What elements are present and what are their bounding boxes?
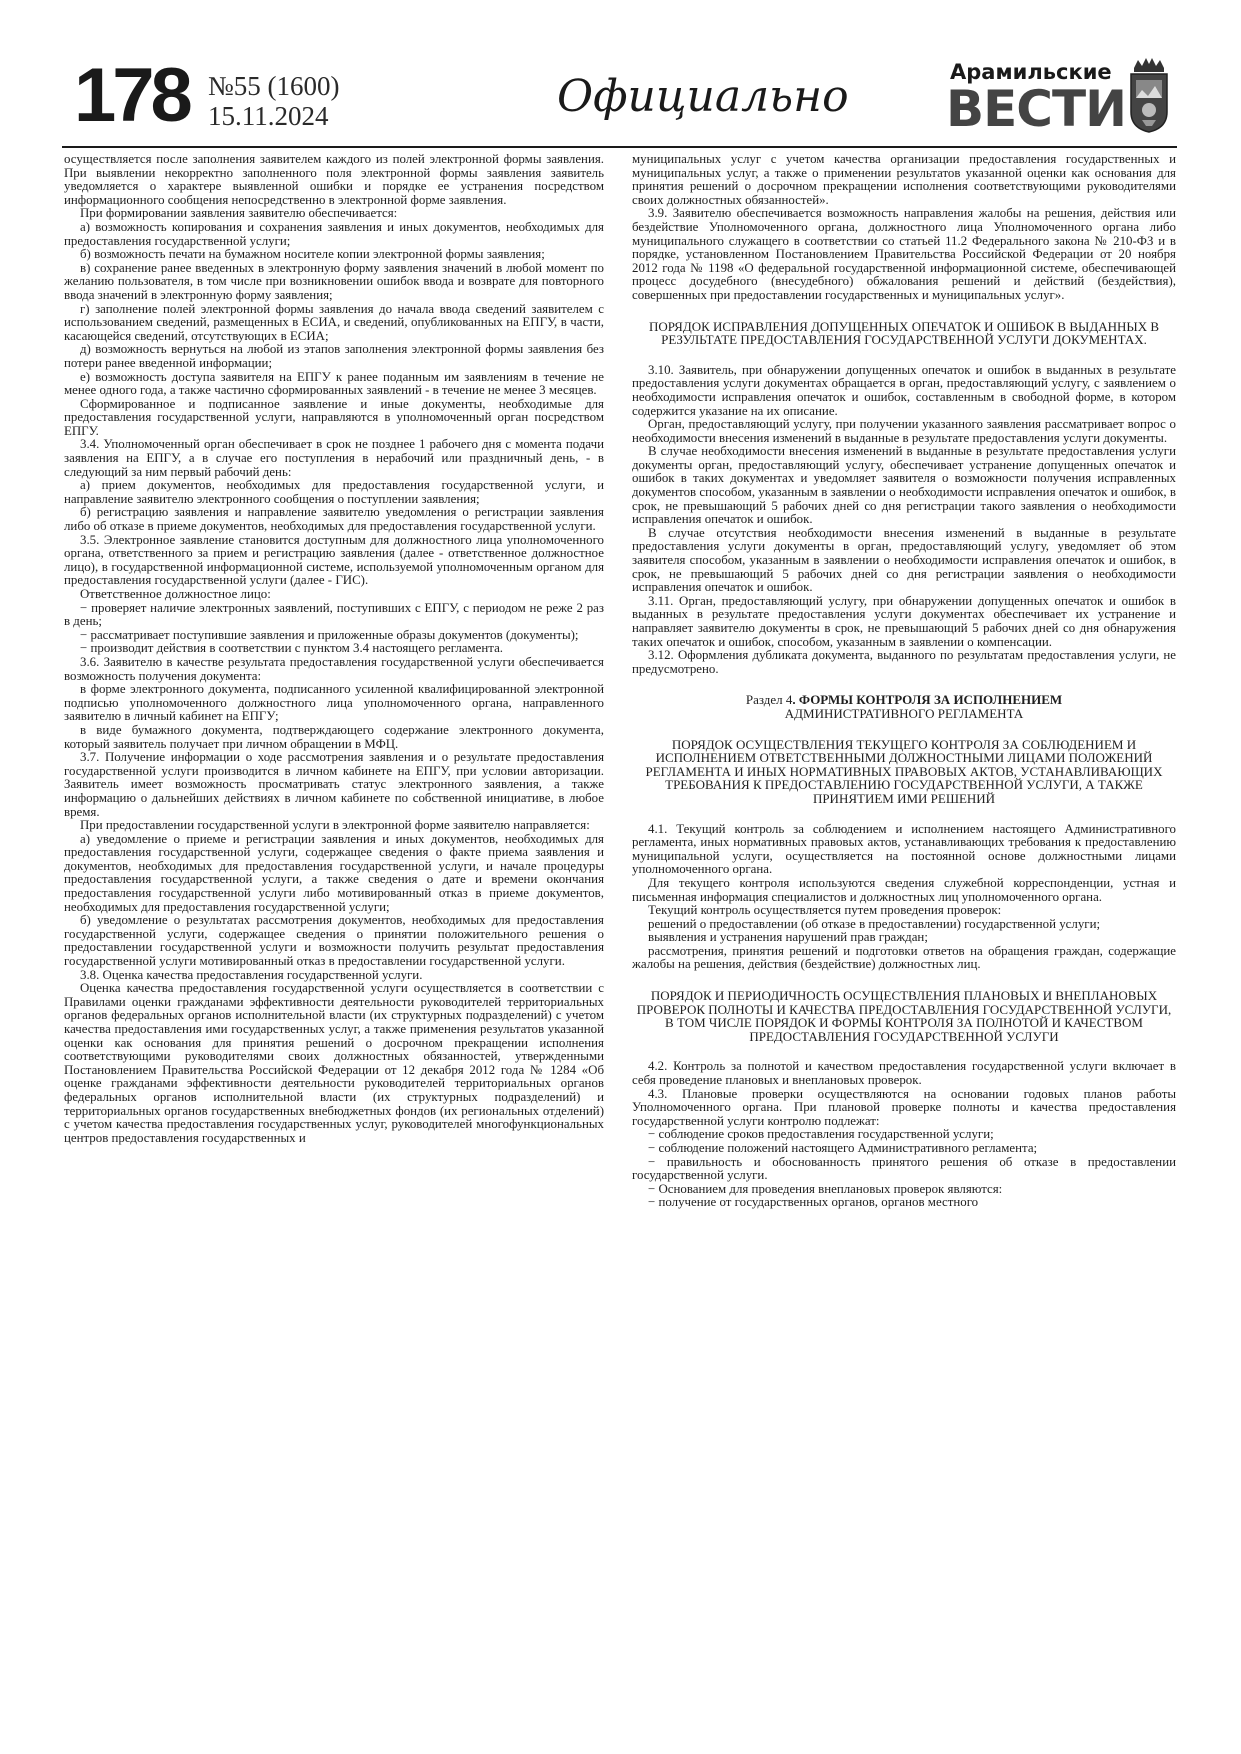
- list-item: − соблюдение положений настоящего Административного регламента;: [648, 1141, 1038, 1155]
- paragraph: муниципальных услуг с учетом качества организации предоставления государственных и муниципальных услуг, а также о применении результатов указанной оценки как основания для принятия решений о досрочном прекращении исполнения соответствующими руководителями своих должностных обязанностей».: [632, 152, 1176, 207]
- list-item: а) прием документов, необходимых для предоставления государственной услуги, и направление заявителю электронного сообщения о поступлении заявления;: [64, 478, 604, 506]
- list-item: − рассматривает поступившие заявления и приложенные образы документов (документы);: [80, 627, 579, 642]
- paragraph: Текущий контроль осуществляется путем проведения проверок:: [648, 903, 1002, 918]
- list-item: б) возможность печати на бумажном носителе копии электронной формы заявления;: [80, 247, 545, 262]
- section-prefix: Раздел 4: [745, 692, 793, 708]
- list-item: − правильность и обоснованность принятого решения об отказе в предоставлении государственной услуги.: [632, 1154, 1176, 1183]
- section-title-line2: АДМИНИСТРАТИВНОГО РЕГЛАМЕНТА: [784, 705, 1024, 721]
- paragraph: Оценка качества предоставления государственной услуги осуществляется в соответствии с Правилами оценки гражданами эффективности деятельности руководителей территориальных органов федеральных органов исполнительной власти (их структурных подразделений) с учетом качества предоставления ими государственных услуг, а также применения результатов указанной оценки как основания для принятия решений о досрочном прекращении исполнения соответствующими руководителями своих должностных обязанностей, утвержденными Постановлением Правительства Российской Федерации от 12 декабря 2012 года № 1284 «Об оценке гражданами эффективности деятельности руководителей территориальных органов федеральных органов исполнительной власти (их структурных подразделений) и территориальных органов государственных внебюджетных фондов (их региональных отделений) с учетом качества предоставления государственных услуг, руководителей многофункциональных центров предоставления государственных и: [64, 981, 604, 1145]
- list-item: б) регистрацию заявления и направление заявителю уведомления о регистрации заявления либо об отказе в приеме документов, необходимых для предоставления государственной услуги.: [64, 505, 604, 534]
- list-item: в виде бумажного документа, подтверждающего содержание электронного документа, который заявитель получает при личном обращении в МФЦ.: [64, 722, 604, 751]
- issue-date: 15.11.2024: [208, 101, 329, 131]
- paragraph: 3.11. Орган, предоставляющий услугу, при обнаружении допущенных опечаток и ошибок в выданных в результате предоставления услуги документах обеспечивает их устранение и направляет заявителю документы в срок, не превышающий 5 рабочих дней со дня обнаружения таких опечаток и ошибок, способом, указанным в заявлении о компенсации.: [632, 593, 1176, 649]
- section-title: [632, 693, 1176, 720]
- section-heading: ПОРЯДОК И ПЕРИОДИЧНОСТЬ ОСУЩЕСТВЛЕНИЯ ПЛАНОВЫХ И ВНЕПЛАНОВЫХ ПРОВЕРОК ПОЛНОТЫ И КАЧЕСТВА ПРЕДОСТАВЛЕНИЯ ГОСУДАРСТВЕННОЙ УСЛУГИ, В ТОМ ЧИСЛЕ ПОРЯДОК И ФОРМЫ КОНТРОЛЯ ЗА ПОЛНОТОЙ И КАЧЕСТВОМ ПРЕДОСТАВЛЕНИЯ ГОСУДАРСТВЕННОЙ УСЛУГИ: [636, 988, 1172, 1044]
- paragraph: 3.5. Электронное заявление становится доступным для должностного лица уполномоченного органа, ответственного за прием и регистрацию заявления (далее - ответственное должностное лицо), в государственной информационной системе, используемой уполномоченным органом для предоставления государственной услуги (далее - ГИС).: [64, 532, 604, 588]
- rubric-title: Официально: [557, 71, 849, 122]
- list-item: е) возможность доступа заявителя на ЕПГУ к ранее поданным им заявлениям в течение не менее одного года, а также частично сформированных заявлений - в течение не менее 3 месяцев.: [64, 369, 604, 398]
- paragraph: В случае отсутствия необходимости внесения изменений в выданные в результате предоставления услуги документы в орган, предоставляющий услугу, уведомляет об этом заявителя способом, указанным в заявлении о необходимости исправления опечаток и ошибок, в срок, не превышающий 5 рабочих дней со дня регистрации заявления о необходимости исправления опечаток и ошибок.: [632, 525, 1176, 595]
- list-item: г) заполнение полей электронной формы заявления до начала ввода сведений заявителем с использованием сведений, размещенных в ЕСИА, и сведений, опубликованных на ЕПГУ, в части, касающейся сведений, отсутствующих в ЕСИА;: [64, 301, 604, 343]
- list-item: решений о предоставлении (об отказе в предоставлении) государственной услуги;: [648, 916, 1101, 931]
- paragraph: 3.12. Оформления дубликата документа, выданного по результатам предоставления услуги, не предусмотрено.: [632, 648, 1176, 676]
- paragraph: При предоставлении государственной услуги в электронной форме заявителю направляется:: [80, 818, 590, 833]
- list-item: − Основанием для проведения внеплановых проверок являются:: [648, 1181, 1003, 1196]
- paper-name-top: Арамильские: [950, 60, 1112, 84]
- paragraph: Орган, предоставляющий услугу, при получении указанного заявления рассматривает вопрос о необходимости внесения изменений в выданные в результате предоставления услуги документы.: [632, 417, 1176, 445]
- paragraph: 3.8. Оценка качества предоставления государственной услуги.: [80, 967, 423, 982]
- paragraph: 3.10. Заявитель, при обнаружении допущенных опечаток и ошибок в выданных в результате предоставления услуги документах обращается в орган, предоставляющий услугу, с заявлением о необходимости исправления опечаток и ошибок, составленным в свободной форме, в котором содержится указание на их описание.: [632, 362, 1176, 418]
- list-item: − получение от государственных органов, органов местного: [648, 1195, 979, 1210]
- paragraph: Ответственное должностное лицо:: [80, 587, 271, 601]
- section-heading: ПОРЯДОК ОСУЩЕСТВЛЕНИЯ ТЕКУЩЕГО КОНТРОЛЯ ЗА СОБЛЮДЕНИЕМ И ИСПОЛНЕНИЕМ ОТВЕТСТВЕННЫМИ ДОЛЖНОСТНЫМИ ЛИЦАМИ ПОЛОЖЕНИЙ РЕГЛАМЕНТА И ИНЫХ НОРМАТИВНЫХ ПРАВОВЫХ АКТОВ, УСТАНАВЛИВАЮЩИХ ТРЕБОВАНИЯ К ПРЕДОСТАВЛЕНИЮ ГОСУДАРСТВЕННОЙ УСЛУГИ, А ТАКЖЕ ПРИНЯТИЕМ ИМИ РЕШЕНИЙ: [645, 736, 1163, 806]
- paragraph: 4.2. Контроль за полнотой и качеством предоставления государственной услуги включает в себя проведение плановых и внеплановых проверок.: [632, 1059, 1176, 1088]
- list-item: − производит действия в соответствии с пунктом 3.4 настоящего регламента.: [80, 641, 504, 656]
- page-number: 178: [74, 53, 189, 138]
- page-header: [74, 52, 1170, 148]
- paragraph: 4.3. Плановые проверки осуществляются на основании годовых планов работы Уполномоченного органа. При плановой проверке полноты и качества предоставления государственной услуги контролю подлежат:: [632, 1086, 1176, 1128]
- list-item: − проверяет наличие электронных заявлений, поступивших с ЕПГУ, с периодом не реже 2 раз в день;: [64, 600, 604, 629]
- paragraph: В случае необходимости внесения изменений в выданные в результате предоставления услуги документы орган, предоставляющий услугу, обеспечивает устранение допущенных опечаток и ошибок в таких документах и уведомляет заявителя о возможности получения исправленных документов способом, указанным в заявлении о необходимости исправления опечаток и ошибок, в срок, не превышающий 5 рабочих дней со дня регистрации такого заявления о необходимости исправления опечаток и ошибок.: [632, 444, 1176, 527]
- header-rule: [62, 146, 1177, 148]
- paragraph: Для текущего контроля используются сведения служебной корреспонденции, устная и письменная информация специалистов и должностных лиц уполномоченного органа.: [632, 875, 1176, 904]
- paragraph: 3.6. Заявителю в качестве результата предоставления государственной услуги обеспечивается возможность получения документа:: [64, 654, 604, 683]
- paragraph: При формировании заявления заявителю обеспечивается:: [80, 206, 398, 221]
- list-item: рассмотрения, принятия решений и подготовки ответов на обращения граждан, содержащие жалобы на решения, действия (бездействие) должностных лиц.: [632, 943, 1176, 972]
- list-item: а) уведомление о приеме и регистрации заявления и иных документов, необходимых для предоставления государственной услуги, содержащее сведения о факте приема заявления и документов, необходимых для предоставления государственной услуги, и начале процедуры предоставления государственной услуги, а также сведения о дате и времени окончания предоставления государственной услуги либо мотивированный отказ в приеме документов, необходимых для предоставления государственной услуги;: [64, 831, 604, 914]
- right-column: [632, 153, 1176, 1210]
- list-item: б) уведомление о результатах рассмотрения документов, необходимых для предоставления государственной услуги, содержащее сведения о принятии положительного решения о предоставлении государственной услуги и возможности получить результат предоставления государственной услуги мотивированный отказ в предоставлении государственной услуги.: [64, 913, 604, 969]
- section-heading: ПОРЯДОК ИСПРАВЛЕНИЯ ДОПУЩЕННЫХ ОПЕЧАТОК И ОШИБОК В ВЫДАННЫХ В РЕЗУЛЬТАТЕ ПРЕДОСТАВЛЕНИЯ ГОСУДАРСТВЕННОЙ УСЛУГИ ДОКУМЕНТАХ.: [648, 318, 1160, 348]
- left-column: [64, 153, 604, 1145]
- list-item: − соблюдение сроков предоставления государственной услуги;: [648, 1127, 994, 1142]
- list-item: в форме электронного документа, подписанного усиленной квалифицированной электронной подписью уполномоченного должностного лица уполномоченного органа, направленного заявителю в личный кабинет на ЕПГУ;: [64, 682, 604, 724]
- paragraph: 3.7. Получение информации о ходе рассмотрения заявления и о результате предоставления государственной услуги производится в личном кабинете на ЕПГУ, при условии авторизации. Заявитель имеет возможность просматривать статус электронного заявления, а также информацию о дальнейших действиях в личном кабинете по собственной инициативе, в любое время.: [64, 750, 604, 819]
- paper-name-main: ВЕСТИ: [946, 80, 1126, 138]
- paragraph: Сформированное и подписанное заявление и иные документы, необходимые для предоставления государственной услуги, направляются в уполномоченный орган посредством ЕПГУ.: [64, 396, 604, 438]
- paragraph: 3.9. Заявителю обеспечивается возможность направления жалобы на решения, действия или бездействие Уполномоченного органа, должностного лица Уполномоченного органа либо муниципального служащего в соответствии со статьей 11.2 Федерального закона № 210-ФЗ и в порядке, установленном Постановлением Правительства Российской Федерации от 20 ноября 2012 года № 1198 «О федеральной государственной информационной системе, обеспечивающей процесс досудебного (внесудебного) обжалования решений и действий (бездействия), совершенных при предоставлении государственных и муниципальных услуг».: [632, 206, 1176, 302]
- section-title-bold: . ФОРМЫ КОНТРОЛЯ ЗА ИСПОЛНЕНИЕМ: [792, 692, 1063, 708]
- list-item: в) сохранение ранее введенных в электронную форму заявления значений в любой момент по желанию пользователя, в том числе при возникновении ошибок ввода и возврате для повторного ввода значений в электронную форму заявления;: [64, 260, 604, 302]
- coat-of-arms-icon: [1128, 54, 1170, 134]
- list-item: а) возможность копирования и сохранения заявления и иных документов, необходимых для предоставления государственной услуги;: [64, 219, 604, 248]
- issue-number: №55 (1600): [208, 71, 340, 101]
- list-item: выявления и устранения нарушений прав граждан;: [648, 930, 928, 945]
- paragraph: осуществляется после заполнения заявителем каждого из полей электронной формы заявления. При выявлении некорректно заполненного поля электронной формы заявления заявитель уведомляется о характере выявленной ошибки и порядке ее устранения посредством информационного сообщения непосредственно в электронной форме заявления.: [64, 152, 604, 207]
- paragraph: 3.4. Уполномоченный орган обеспечивает в срок не позднее 1 рабочего дня с момента подачи заявления на ЕПГУ, а в случае его поступления в нерабочий или праздничный день, - в следующий за ним первый рабочий день:: [64, 437, 604, 479]
- list-item: д) возможность вернуться на любой из этапов заполнения электронной формы заявления без потери ранее введенной информации;: [64, 342, 604, 370]
- paragraph: 4.1. Текущий контроль за соблюдением и исполнением настоящего Административного регламента, иных нормативных правовых актов, устанавливающих требования к предоставлению муниципальной услуги, осуществляется на постоянной основе должностными лицами уполномоченного органа.: [632, 821, 1176, 877]
